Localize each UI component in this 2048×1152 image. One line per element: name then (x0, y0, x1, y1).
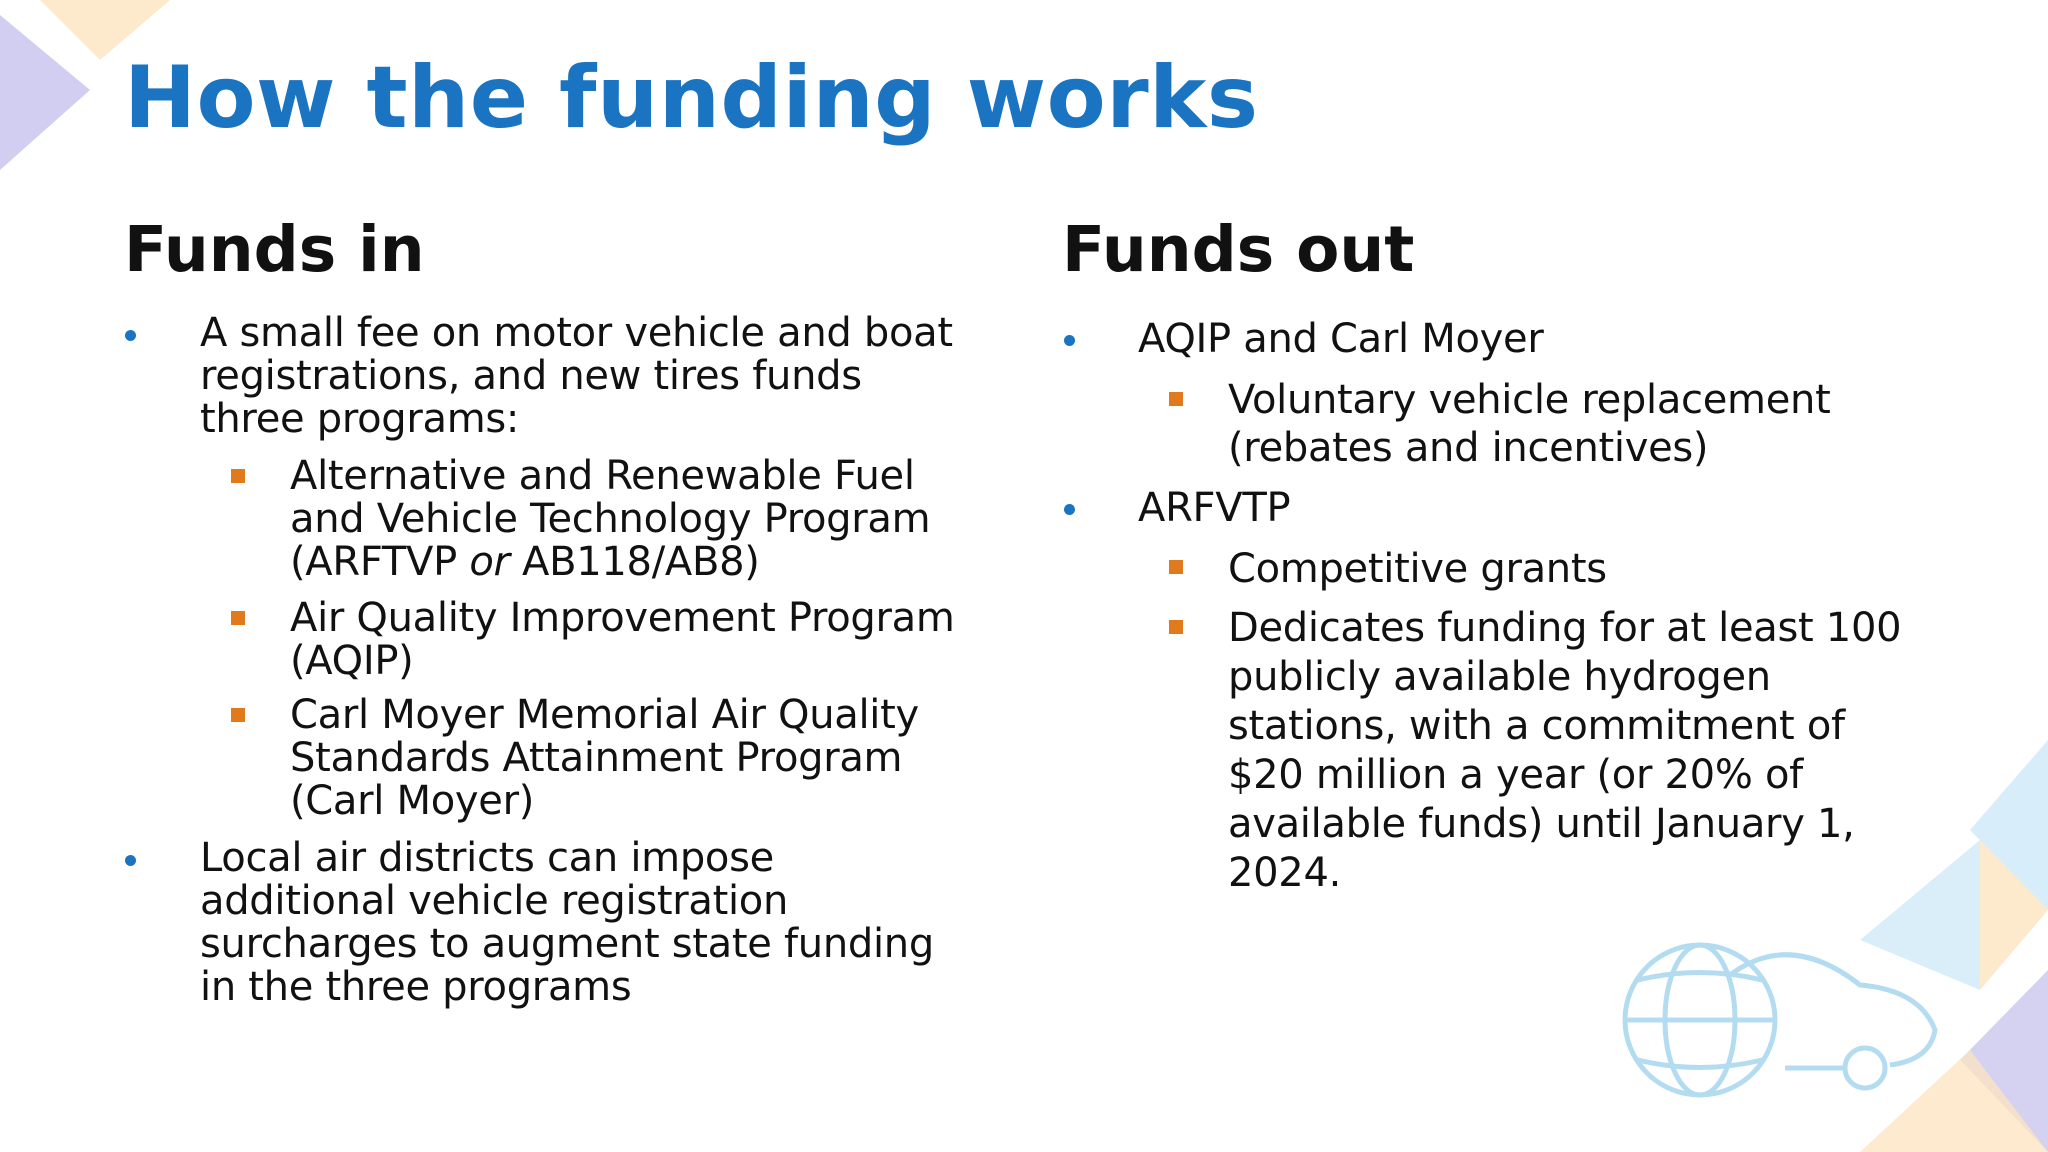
globe-car-logo-icon (1625, 945, 1935, 1095)
funds-in-sub-carl-moyer: Carl Moyer Memorial Air Quality Standards Attainment Program (Carl Moyer) (290, 692, 919, 824)
bullet-dot-icon (125, 330, 136, 341)
sub-bullet-square-icon (231, 611, 245, 625)
funds-out-sub-hydrogen: Dedicates funding for at least 100 publicly available hydrogen stations, with a commitment of $20 million a year (or 20% of available funds) until January 1, 2024. (1228, 605, 1902, 896)
funds-out-sub-voluntary: Voluntary vehicle replacement (rebates and incentives) (1228, 377, 1831, 471)
bullet-dot-icon (1064, 504, 1075, 515)
funds-in-heading: Funds in (124, 213, 425, 286)
sub-bullet-square-icon (1169, 560, 1183, 574)
funds-out-bullet-1: AQIP and Carl Moyer (1138, 316, 1544, 362)
funds-out-heading: Funds out (1062, 213, 1415, 286)
bullet-dot-icon (125, 855, 136, 866)
sub-bullet-square-icon (231, 708, 245, 722)
funds-out-bullet-2: ARFVTP (1138, 485, 1291, 531)
slide-title: How the funding works (124, 48, 1259, 148)
sub-bullet-square-icon (1169, 392, 1183, 406)
funds-in-sub-aqip: Air Quality Improvement Program (AQIP) (290, 595, 955, 684)
funds-in-bullet-1: A small fee on motor vehicle and boat registrations, and new tires funds three programs: (200, 310, 953, 442)
funds-out-sub-competitive: Competitive grants (1228, 546, 1607, 592)
sub-bullet-square-icon (1169, 620, 1183, 634)
bullet-dot-icon (1064, 335, 1075, 346)
funds-in-bullet-2: Local air districts can impose additional vehicle registration surcharges to augment state funding in the three programs (200, 835, 934, 1010)
funds-in-sub-arftvp: Alternative and Renewable Fuel and Vehicle Technology Program (ARFTVP or AB118/AB8) (290, 453, 931, 585)
sub-bullet-square-icon (231, 469, 245, 483)
